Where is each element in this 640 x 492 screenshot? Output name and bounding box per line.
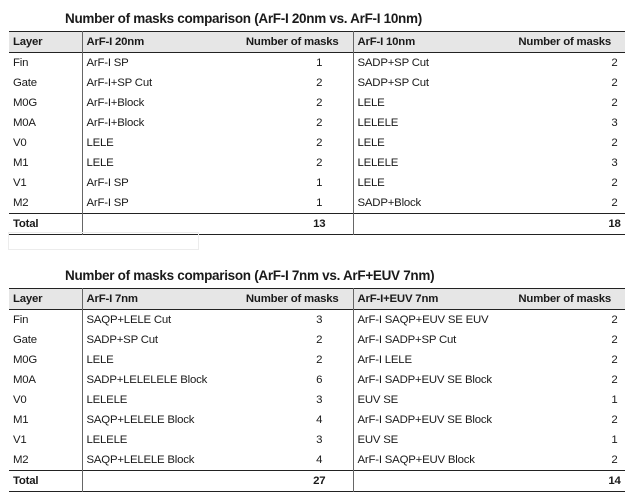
- cell-masks-a: 2: [316, 157, 323, 169]
- cell-masks-a: 2: [316, 117, 323, 129]
- table-row: [9, 153, 625, 173]
- cell-process-a: ArF-I SP: [82, 173, 230, 193]
- cell-process-b: LELELE: [353, 113, 504, 133]
- cell-masks-b: 2: [611, 57, 618, 69]
- cell-masks-a: 2: [316, 354, 323, 366]
- cell-masks-b: 2: [611, 314, 618, 326]
- header-masks-b: Number of masks: [504, 289, 625, 310]
- table-row: [9, 310, 625, 331]
- table-row: [9, 53, 625, 74]
- total-label: Total: [13, 475, 39, 487]
- cell-process-a: LELE: [82, 133, 230, 153]
- cell-masks-a: 3: [316, 314, 323, 326]
- table-row: [9, 430, 625, 450]
- table-row: [9, 350, 625, 370]
- cell-masks-b: 2: [611, 77, 618, 89]
- cell-masks-a: 1: [316, 197, 323, 209]
- cell-masks-b: 14: [608, 475, 621, 487]
- table-title: Number of masks comparison (ArF-I 20nm vs. ArF-I 10nm): [65, 11, 422, 26]
- cell-process-a: LELE: [82, 350, 230, 370]
- cell-layer: V0: [13, 137, 27, 149]
- cell-process-b: LELE: [353, 173, 504, 193]
- cell-masks-a: 4: [316, 454, 323, 466]
- cell-layer: Fin: [13, 314, 29, 326]
- header-process-b: ArF-I+EUV 7nm: [353, 289, 504, 310]
- cell-process-a: ArF-I SP: [82, 53, 230, 74]
- header-row: [9, 289, 625, 310]
- cell-layer: V0: [13, 394, 27, 406]
- header-masks-a: Number of masks: [230, 289, 353, 310]
- cell-process-b: SADP+Block: [353, 193, 504, 214]
- cell-process-a: LELELE: [82, 430, 230, 450]
- cell-masks-b: 3: [611, 117, 618, 129]
- cell-masks-a: 2: [316, 334, 323, 346]
- cell-masks-b: 2: [611, 177, 618, 189]
- cell-process-a: ArF-I SP: [82, 193, 230, 214]
- table-row: [9, 73, 625, 93]
- cell-process-a: LELELE: [82, 390, 230, 410]
- header-process-b: ArF-I 10nm: [353, 32, 504, 53]
- cell-layer: M1: [13, 157, 29, 169]
- cell-masks-b: 1: [611, 394, 618, 406]
- table-row: [9, 450, 625, 471]
- cell-process-b: ArF-I LELE: [353, 350, 504, 370]
- cell-process-a: SADP+LELELELE Block: [82, 370, 230, 390]
- cell-layer: Fin: [13, 57, 29, 69]
- cell-process-b: LELELE: [353, 153, 504, 173]
- cell-process-a: ArF-I+SP Cut: [82, 73, 230, 93]
- header-process-a: ArF-I 7nm: [82, 289, 230, 310]
- cell-masks-b: 2: [611, 197, 618, 209]
- table-row: [9, 93, 625, 113]
- cell-layer: V1: [13, 177, 27, 189]
- cell-masks-b: 2: [611, 414, 618, 426]
- table-row: [9, 330, 625, 350]
- comparison-table: [9, 31, 625, 235]
- cell-masks-b: 2: [611, 374, 618, 386]
- cell-masks-a: 2: [316, 77, 323, 89]
- cell-masks-a: 3: [316, 434, 323, 446]
- cell-layer: Gate: [13, 77, 37, 89]
- cell-masks-a: 2: [316, 97, 323, 109]
- cell-layer: V1: [13, 434, 27, 446]
- header-process-a: ArF-I 20nm: [82, 32, 230, 53]
- blank-box: [8, 232, 199, 250]
- cell-layer: M0G: [13, 354, 38, 366]
- cell-process-b: LELE: [353, 93, 504, 113]
- cell-process-a: SAQP+LELE Cut: [82, 310, 230, 331]
- comparison-table: [9, 288, 625, 492]
- cell-masks-a: 6: [316, 374, 323, 386]
- cell-process-b: ArF-I SAQP+EUV SE EUV: [353, 310, 504, 331]
- total-label: Total: [13, 218, 39, 230]
- table-row: [9, 113, 625, 133]
- cell-process-a: SAQP+LELELE Block: [82, 450, 230, 471]
- cell-process-b: ArF-I SADP+EUV SE Block: [353, 370, 504, 390]
- header-masks-a: Number of masks: [230, 32, 353, 53]
- cell-process-a: LELE: [82, 153, 230, 173]
- table-row: [9, 390, 625, 410]
- cell-process-a: ArF-I+Block: [82, 113, 230, 133]
- cell-process-b: [353, 214, 504, 235]
- table-row: [9, 133, 625, 153]
- cell-masks-b: 2: [611, 354, 618, 366]
- header-row: [9, 32, 625, 53]
- cell-masks-a: 1: [316, 57, 323, 69]
- cell-masks-b: 3: [611, 157, 618, 169]
- header-layer: Layer: [9, 32, 82, 53]
- cell-masks-a: 13: [313, 218, 326, 230]
- cell-masks-a: 2: [316, 137, 323, 149]
- cell-process-b: ArF-I SADP+SP Cut: [353, 330, 504, 350]
- cell-process-a: SAQP+LELELE Block: [82, 410, 230, 430]
- cell-process-a: ArF-I+Block: [82, 93, 230, 113]
- cell-masks-a: 3: [316, 394, 323, 406]
- cell-masks-b: 18: [608, 218, 621, 230]
- cell-layer: M0A: [13, 117, 36, 129]
- cell-process-b: ArF-I SADP+EUV SE Block: [353, 410, 504, 430]
- cell-layer: M1: [13, 414, 29, 426]
- cell-layer: M0G: [13, 97, 38, 109]
- table-row: [9, 193, 625, 214]
- cell-layer: M2: [13, 197, 29, 209]
- cell-process-a: [82, 471, 230, 492]
- cell-layer: M2: [13, 454, 29, 466]
- cell-layer: Gate: [13, 334, 37, 346]
- cell-masks-a: 1: [316, 177, 323, 189]
- cell-masks-b: 2: [611, 454, 618, 466]
- cell-layer: M0A: [13, 374, 36, 386]
- header-masks-b: Number of masks: [504, 32, 625, 53]
- cell-masks-b: 1: [611, 434, 618, 446]
- cell-masks-b: 2: [611, 137, 618, 149]
- header-layer: Layer: [9, 289, 82, 310]
- cell-process-b: [353, 471, 504, 492]
- cell-process-b: SADP+SP Cut: [353, 73, 504, 93]
- table-row: [9, 410, 625, 430]
- table-title: Number of masks comparison (ArF-I 7nm vs. ArF+EUV 7nm): [65, 268, 435, 283]
- cell-process-b: EUV SE: [353, 430, 504, 450]
- cell-process-b: ArF-I SAQP+EUV Block: [353, 450, 504, 471]
- cell-process-b: SADP+SP Cut: [353, 53, 504, 74]
- table-row: [9, 173, 625, 193]
- cell-process-a: SADP+SP Cut: [82, 330, 230, 350]
- cell-masks-b: 2: [611, 97, 618, 109]
- cell-masks-b: 2: [611, 334, 618, 346]
- table-row: [9, 370, 625, 390]
- cell-process-b: EUV SE: [353, 390, 504, 410]
- cell-process-b: LELE: [353, 133, 504, 153]
- cell-masks-a: 4: [316, 414, 323, 426]
- cell-masks-a: 27: [313, 475, 326, 487]
- total-row: [9, 471, 625, 492]
